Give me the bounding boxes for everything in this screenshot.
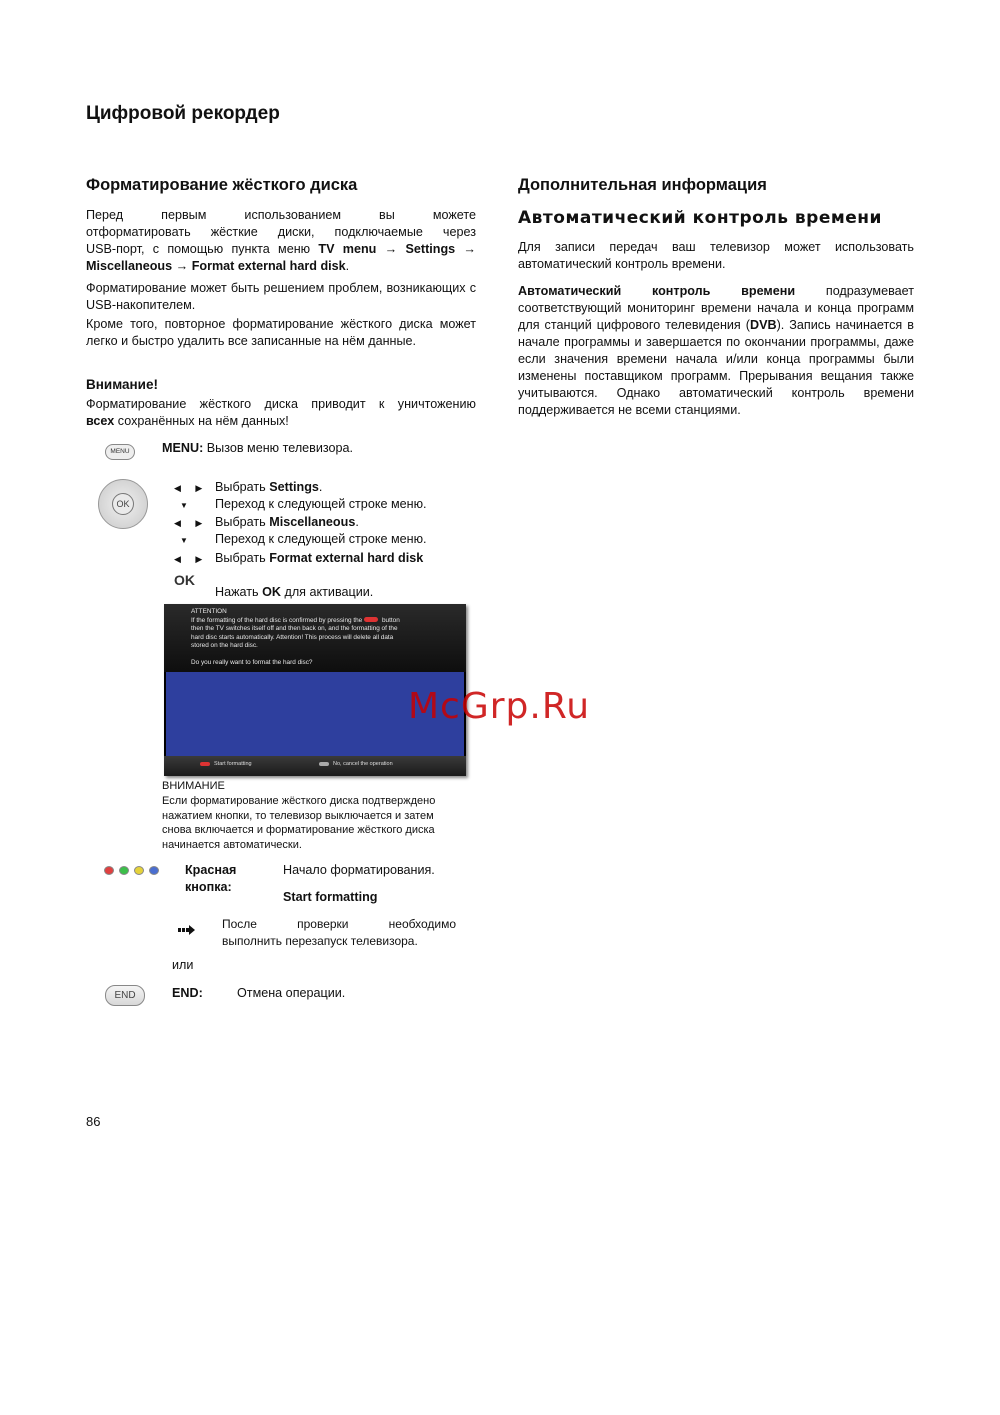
note-text [222,916,456,950]
step-text: Выбрать [215,551,270,565]
left-heading: Форматирование жёсткого диска [86,176,358,194]
ok-row [215,584,373,601]
left-right-icon: ◀ ▶ [174,554,209,564]
screen-footer [164,756,466,776]
ok-button[interactable]: OK [112,493,134,515]
screen-start-btn [200,761,252,767]
right-para-2-a: подразумевает соответствующий мониторинг времени начала и конца программ для станций цифрового телевидения ( [518,284,914,332]
step-1 [215,479,322,496]
grey-pill-icon [319,762,329,766]
warning-line-1: Форматирование жёсткого диска приводит к уничтожению [86,397,476,411]
note-arrow-icon [178,922,195,932]
step-5 [215,550,423,567]
intro-line-2: отформатировать жёсткие диски, подключаемые через [86,225,476,239]
menu-path-misc: Miscellaneous [86,259,173,273]
para2: Форматирование может быть решением проблем, возникающих с USB-накопителем. [86,281,476,312]
right-para-2 [518,283,914,419]
warning-text [86,396,476,430]
step-arrow-3 [174,514,208,532]
or-text: или [172,958,194,972]
path-arrow: → [463,242,477,256]
red-desc: Начало форматирования. [283,863,435,877]
screen-cancel-btn [319,761,393,767]
screen-line-2: then the TV switches itself off and then back on, and the formatting of the [191,625,398,632]
step-text: Выбрать [215,480,270,494]
step-arrow-5 [174,550,208,568]
step-arrow-1 [174,479,208,497]
screen-start-label: Start formatting [214,761,252,767]
screen-text [191,608,441,667]
warning-bold: всех [86,414,115,428]
intro-end: . [345,259,350,273]
red-label-2: кнопка: [185,880,232,894]
red-pill-icon [200,762,210,766]
left-right-icon: ◀ ▶ [174,518,209,528]
screen-question: Do you really want to format the hard disc? [191,658,313,666]
watermark: McGrp.Ru [408,686,591,727]
screen-line-1 [191,617,441,626]
intro-line-1: Перед первым использованием вы можете [86,208,476,222]
note-line-1: После проверки необходимо [222,917,456,931]
para3: Кроме того, повторное форматирование жёсткого диска может легко и быстро удалить все записанные на нём данные. [86,317,476,348]
screen-title: ATTENTION [191,608,227,615]
menu-row [162,440,353,457]
step-bold: Miscellaneous [269,515,356,529]
step-arrow-2 [180,497,188,514]
caption-text [162,794,472,852]
red-label-1: Красная [185,863,237,877]
menu-path-format: Format external hard disk [191,259,346,273]
intro-paragraph [86,207,476,275]
menu-path-settings: Settings [405,242,456,256]
step-bold: Settings [269,480,319,494]
ok-text-bold: OK [262,585,281,599]
caption-title: ВНИМАНИЕ [162,780,225,792]
red-button-icon[interactable] [104,866,114,875]
menu-desc: Вызов меню телевизора. [203,441,354,455]
intro-line-3-text: USB-порт, с помощью пункта меню [86,242,319,256]
right-heading-1: Дополнительная информация [518,176,767,194]
ok-text-2: для активации. [280,585,374,599]
note-line-2: выполнить перезапуск телевизора. [222,934,418,948]
menu-path-tv-menu: TV menu [318,242,377,256]
step-4 [215,531,427,548]
screen-line-1-text: If the formatting of the hard disc is confirmed by pressing the [191,616,363,624]
step-end: . [355,515,359,529]
end-button[interactable]: END [105,985,145,1006]
caption-line: снова включается и форматирование жёсткого диска [162,824,435,837]
ok-glyph-icon: OK [174,572,195,588]
caption-line: начинается автоматически. [162,838,302,851]
menu-label: MENU: [162,441,204,455]
intro-line-3 [86,241,476,258]
step-end: . [318,480,323,494]
screen-cancel-label: No, cancel the operation [333,761,393,767]
screen-line-1-end: button [382,616,400,624]
red-action: Start formatting [283,890,378,904]
warning-heading: Внимание! [86,377,158,392]
caption-line: Если форматирование жёсткого диска подтверждено [162,795,436,807]
end-label: END: [172,986,203,1000]
caption-line: нажатием кнопки, то телевизор выключается и затем [162,809,434,822]
yellow-button-icon[interactable] [134,866,144,875]
nav-ring-icon[interactable] [98,479,148,529]
warning-line-2: сохранённых на нём данных! [114,414,289,428]
page-number: 86 [86,1114,101,1129]
red-pill-icon [364,617,378,622]
color-buttons-icon[interactable] [102,864,162,884]
menu-button[interactable]: MENU [105,444,135,460]
right-para-2-b: ). Запись начинается в начале программы и завершается по окончании программы, даже если значения времени начала и/или конца программы были изменены поставщиком программ. Прерывания вещания также учитываются. Однако автоматический контроль времени поддерживается не всеми станциями. [518,318,914,417]
screen-line-3: hard disc starts automatically. Attention! This process will delete all data [191,633,394,641]
step-text: Переход к следующей строке меню. [215,532,427,546]
green-button-icon[interactable] [119,866,129,875]
end-desc: Отмена операции. [237,986,346,1000]
down-icon: ▼ [180,501,188,510]
dvb-bold: DVB [749,318,777,332]
step-2 [215,496,427,513]
step-text: Переход к следующей строке меню. [215,497,427,511]
page-title: Цифровой рекордер [86,103,280,124]
step-text: Выбрать [215,515,270,529]
path-arrow: → [175,259,189,273]
path-arrow: → [384,242,398,256]
down-icon: ▼ [180,536,188,545]
step-bold: Format external hard disk [269,551,424,565]
left-right-icon: ◀ ▶ [174,483,209,493]
step-arrow-4 [180,532,188,549]
ok-text-1: Нажать [215,585,263,599]
right-para-1: Для записи передач ваш телевизор может использовать автоматический контроль времени. [518,240,914,271]
step-3 [215,514,359,531]
blue-button-icon[interactable] [149,866,159,875]
screen-line-4: stored on the hard disc. [191,642,258,649]
right-para-2-bold: Автоматический контроль времени [518,284,796,298]
red-label [185,862,236,896]
screen-dialog [164,604,466,672]
right-heading-2: Автоматический контроль времени [518,208,882,228]
